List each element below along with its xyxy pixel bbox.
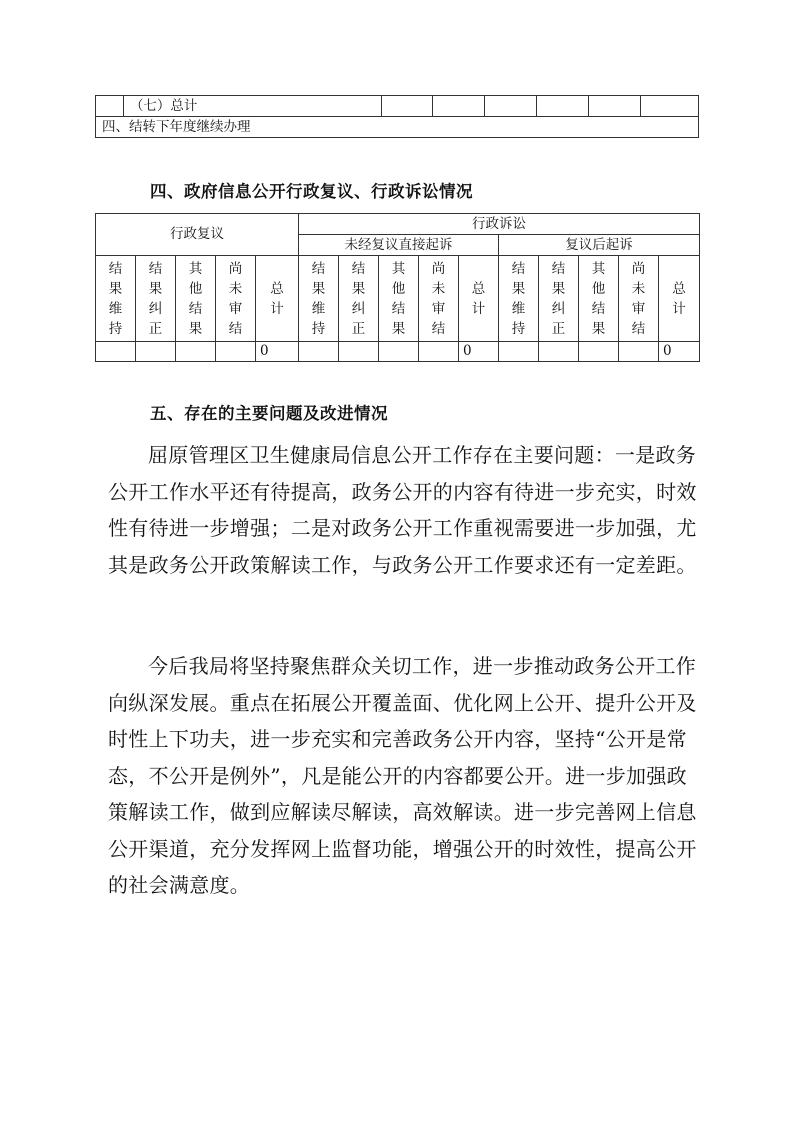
review-total-cell — [256, 342, 299, 362]
col-header-total — [659, 256, 700, 342]
table-cell — [433, 96, 485, 117]
table-cell — [96, 96, 124, 117]
review-litigation-table — [95, 213, 700, 362]
col-header-pending — [619, 256, 659, 342]
col-header-correct — [136, 256, 176, 342]
table-cell — [537, 96, 589, 117]
col-header-pending — [419, 256, 459, 342]
table-cell — [379, 342, 419, 362]
table-cell — [176, 342, 216, 362]
col-header-text: 尚未审结 — [631, 260, 646, 337]
col-header-text: 其他结果 — [591, 260, 606, 337]
col-header-other — [176, 256, 216, 342]
admin-review-header — [96, 214, 299, 256]
col-header-text: 尚未审结 — [228, 260, 243, 337]
table-cell — [381, 96, 433, 117]
header-row-1 — [96, 214, 700, 235]
table-cell — [216, 342, 256, 362]
admin-review-header-text: 行政复议 — [170, 226, 224, 242]
col-header-text: 结果纠正 — [351, 260, 366, 337]
col-header-total — [256, 256, 299, 342]
row-label-total — [123, 96, 381, 117]
table-cell — [419, 342, 459, 362]
col-header-correct — [539, 256, 579, 342]
direct-total-cell — [459, 342, 499, 362]
col-header-maintain — [96, 256, 136, 342]
col-header-other — [579, 256, 619, 342]
row-carry-label: 四、结转下年度继续办理 — [102, 118, 251, 135]
col-header-text: 结果维持 — [511, 260, 526, 337]
section5-heading: 五、存在的主要问题及改进情况 — [150, 404, 388, 423]
after-review-header — [499, 235, 700, 256]
col-header-text: 尚未审结 — [431, 260, 446, 337]
direct-suit-header — [299, 235, 499, 256]
admin-litigation-header-text: 行政诉讼 — [472, 215, 526, 232]
table-cell — [589, 96, 641, 117]
col-header-text: 其他结果 — [188, 260, 203, 337]
row-label-carry-over — [96, 117, 699, 138]
col-header-text: 总计 — [471, 280, 486, 317]
after-review-header-text: 复议后起诉 — [565, 236, 633, 253]
col-header-text: 结果纠正 — [148, 260, 163, 337]
after-total-cell — [659, 342, 700, 362]
review-total-value: 0 — [260, 343, 269, 359]
col-header-text: 总计 — [672, 280, 686, 317]
problems-paragraph: 屈原管理区卫生健康局信息公开工作存在主要问题：一是政务公开工作水平还有待提高，政务公开的内容有待进一步充实，时效性有待进一步增强；二是对政务公开工作重视需要进一步加强，尤其是政务公开政策解读工作，与政务公开工作要求还有一定差距。 — [108, 443, 697, 577]
table-cell — [485, 96, 537, 117]
col-header-maintain — [499, 256, 539, 342]
row-total-label: （七）总计 — [129, 97, 198, 114]
section4-heading: 四、政府信息公开行政复议、行政诉讼情况 — [150, 182, 473, 201]
col-header-text: 其他结果 — [391, 260, 406, 337]
table-cell — [299, 342, 339, 362]
direct-total-value: 0 — [463, 343, 472, 359]
admin-litigation-header — [299, 214, 700, 235]
col-header-maintain — [299, 256, 339, 342]
col-header-pending — [216, 256, 256, 342]
table-row-carry-over — [96, 117, 699, 138]
table-cell — [579, 342, 619, 362]
data-row — [96, 342, 700, 362]
header-row-3 — [96, 256, 700, 342]
col-header-text: 结果维持 — [311, 260, 326, 337]
table-cell — [619, 342, 659, 362]
col-header-correct — [339, 256, 379, 342]
table-cell — [641, 96, 699, 117]
table-row-total — [96, 96, 699, 117]
col-header-total — [459, 256, 499, 342]
table-cell — [539, 342, 579, 362]
col-header-other — [379, 256, 419, 342]
col-header-text: 结果纠正 — [551, 260, 566, 337]
table-cell — [499, 342, 539, 362]
after-total-value: 0 — [663, 343, 672, 359]
improvement-paragraph: 今后我局将坚持聚焦群众关切工作，进一步推动政务公开工作向纵深发展。重点在拓展公开覆盖面、优化网上公开、提升公开及时性上下功夫，进一步充实和完善政务公开内容，坚持“公开是常态，不公开是例外”，凡是能公开的内容都要公开。进一步加强政策解读工作，做到应解读尽解读，高效解读。进一步完善网上信息公开渠道，充分发挥网上监督功能，增强公开的时效性，提高公开的社会满意度。 — [108, 654, 697, 897]
summary-table-fragment — [95, 95, 699, 138]
table-cell — [136, 342, 176, 362]
direct-suit-header-text: 未经复议直接起诉 — [344, 236, 453, 253]
table-cell — [339, 342, 379, 362]
col-header-text: 结果维持 — [108, 260, 123, 337]
table-cell — [96, 342, 136, 362]
col-header-text: 总计 — [270, 280, 284, 317]
